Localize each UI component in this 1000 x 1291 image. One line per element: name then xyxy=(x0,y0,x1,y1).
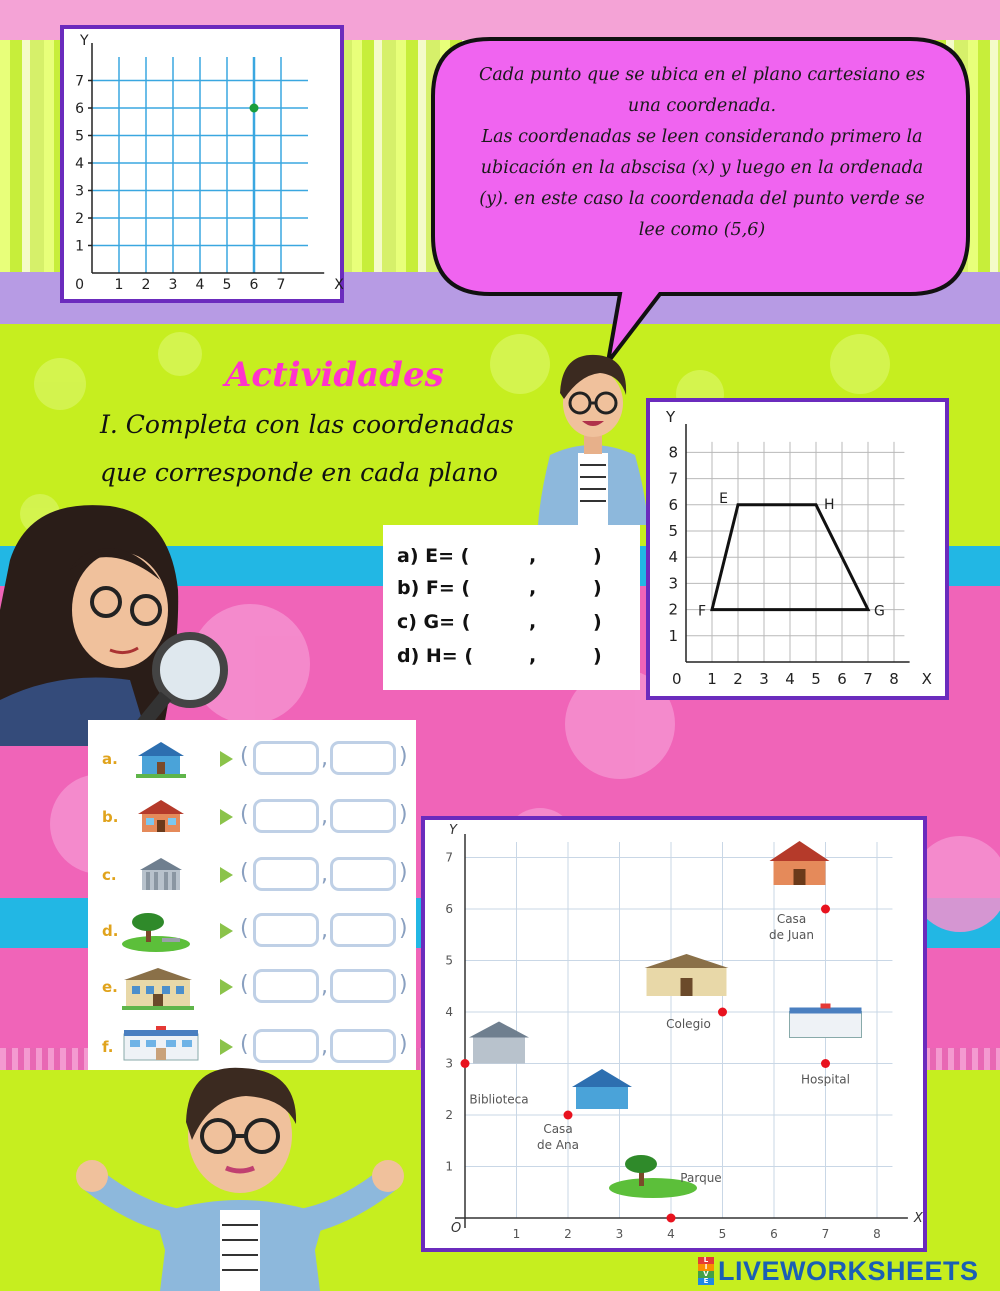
answer-box xyxy=(383,525,640,690)
vertex-label-f: F xyxy=(697,603,706,620)
y-axis-label: Y xyxy=(80,33,89,49)
place-point xyxy=(461,1059,470,1068)
answer-input-g-x[interactable] xyxy=(469,609,513,633)
building-row xyxy=(88,796,416,840)
speech-line: (y). en este caso la coordenada del punto verde se xyxy=(479,189,925,209)
x-tick-label: 5 xyxy=(222,277,232,293)
y-tick-label: 1 xyxy=(75,238,84,255)
vertex-label-e: E xyxy=(719,490,728,507)
answer-close: ) xyxy=(593,645,602,667)
answer-input-e-y[interactable] xyxy=(529,543,573,567)
y-tick-label: 1 xyxy=(668,626,678,645)
answer-input-f-y[interactable] xyxy=(529,575,573,599)
x-tick-label: 2 xyxy=(564,1227,572,1241)
graph3-svg xyxy=(425,820,923,1248)
y-tick-label: 3 xyxy=(75,183,84,200)
coordinate-y-input[interactable] xyxy=(330,741,396,775)
building-row xyxy=(88,966,416,1010)
coordinate-x-input[interactable] xyxy=(253,799,319,833)
answer-label: c) G= ( xyxy=(397,611,471,633)
origin-label: O xyxy=(451,1221,462,1236)
answer-input-f-x[interactable] xyxy=(469,575,513,599)
graph3-panel xyxy=(421,816,927,1252)
graph2-panel xyxy=(646,398,949,700)
answer-comma: , xyxy=(529,545,537,567)
comma: , xyxy=(321,918,328,943)
house-blue-icon xyxy=(132,738,190,784)
close-paren: ) xyxy=(399,1032,408,1057)
answer-row-e xyxy=(397,545,602,567)
activities-title: Actividades xyxy=(225,355,444,395)
play-arrow-icon xyxy=(220,809,233,825)
open-paren: ( xyxy=(240,860,249,885)
y-tick-label: 4 xyxy=(445,1005,453,1019)
y-tick-label: 6 xyxy=(668,495,678,514)
y-tick-label: 6 xyxy=(75,101,84,117)
badge-letter: I xyxy=(698,1264,714,1271)
brand-text: LIVEWORKSHEETS xyxy=(718,1255,979,1286)
x-tick-label: 8 xyxy=(889,670,899,688)
park-icon xyxy=(120,910,192,956)
answer-comma: , xyxy=(529,611,537,633)
comma: , xyxy=(321,862,328,887)
badge-letter: L xyxy=(698,1257,714,1264)
answer-comma: , xyxy=(529,577,537,599)
y-tick-label: 3 xyxy=(668,574,678,593)
place-icon-hospital xyxy=(790,1004,862,1038)
y-tick-label: 4 xyxy=(75,156,84,172)
answer-input-g-y[interactable] xyxy=(529,609,573,633)
y-tick-label: 5 xyxy=(75,128,84,145)
close-paren: ) xyxy=(399,860,408,885)
y-tick-label: 5 xyxy=(445,953,453,968)
x-axis-label: X xyxy=(921,670,932,688)
x-tick-label: 1 xyxy=(512,1227,521,1241)
vertex-label-h: H xyxy=(824,496,835,513)
building-row xyxy=(88,854,416,898)
speech-line: Las coordenadas se leen considerando primero la xyxy=(481,127,923,147)
answer-row-g xyxy=(397,611,602,633)
place-label: Casa xyxy=(776,912,807,926)
live-badge xyxy=(698,1257,714,1285)
x-tick-label: 4 xyxy=(195,277,205,293)
origin-label: 0 xyxy=(672,670,682,688)
comma: , xyxy=(321,804,328,829)
coordinate-y-input[interactable] xyxy=(330,969,396,1003)
speech-line: ubicación en la abscisa (x) y luego en la ordenada xyxy=(480,158,924,178)
x-tick-label: 4 xyxy=(667,1227,675,1241)
speech-line: Cada punto que se ubica en el plano cartesiano es xyxy=(478,65,926,85)
y-tick-label: 3 xyxy=(445,1056,453,1071)
comma: , xyxy=(321,1034,328,1059)
row-letter: e. xyxy=(102,978,118,996)
place-label: de Juan xyxy=(769,928,814,942)
x-tick-label: 7 xyxy=(276,277,286,293)
teacher-avatar-pointing xyxy=(530,335,655,525)
y-axis-label: Y xyxy=(449,823,457,838)
close-paren: ) xyxy=(399,802,408,827)
play-arrow-icon xyxy=(220,979,233,995)
x-tick-label: 1 xyxy=(114,277,124,293)
place-label: Hospital xyxy=(801,1072,850,1087)
coordinate-y-input[interactable] xyxy=(330,857,396,891)
open-paren: ( xyxy=(240,802,249,827)
row-letter: f. xyxy=(102,1038,114,1056)
student-avatar-magnifier xyxy=(0,500,240,746)
speech-line: una coordenada. xyxy=(627,96,777,116)
x-tick-label: 8 xyxy=(873,1227,881,1241)
y-tick-label: 7 xyxy=(668,469,678,488)
open-paren: ( xyxy=(240,972,249,997)
row-letter: a. xyxy=(102,750,118,768)
answer-label: d) H= ( xyxy=(397,645,474,667)
speech-text xyxy=(452,60,952,246)
y-tick-label: 2 xyxy=(445,1108,453,1122)
close-paren: ) xyxy=(399,916,408,941)
open-paren: ( xyxy=(240,916,249,941)
open-paren: ( xyxy=(240,1032,249,1057)
house-red-icon xyxy=(132,796,190,842)
comma: , xyxy=(321,974,328,999)
place-label: de Ana xyxy=(537,1138,579,1152)
x-tick-label: 2 xyxy=(141,277,151,293)
place-point xyxy=(718,1008,727,1017)
place-label: Parque xyxy=(680,1171,722,1185)
x-tick-label: 3 xyxy=(615,1227,624,1241)
building-rows-panel xyxy=(88,720,416,1070)
building-row xyxy=(88,910,416,954)
play-arrow-icon xyxy=(220,1039,233,1055)
building-row xyxy=(88,738,416,782)
x-tick-label: 6 xyxy=(837,670,847,688)
graph1-panel xyxy=(60,25,344,303)
place-label: Biblioteca xyxy=(469,1092,529,1107)
row-letter: d. xyxy=(102,922,119,940)
answer-close: ) xyxy=(593,577,602,599)
coordinate-y-input[interactable] xyxy=(330,913,396,947)
open-paren: ( xyxy=(240,744,249,769)
place-icon-casa-de-ana xyxy=(572,1069,632,1109)
library-icon xyxy=(132,854,190,900)
coordinate-x-input[interactable] xyxy=(253,741,319,775)
place-point xyxy=(821,905,830,914)
badge-letter: E xyxy=(698,1278,714,1285)
coordinate-x-input[interactable] xyxy=(253,1029,319,1063)
y-tick-label: 2 xyxy=(668,600,678,619)
close-paren: ) xyxy=(399,744,408,769)
place-label: Casa xyxy=(543,1122,573,1136)
place-point xyxy=(667,1214,676,1223)
answer-close: ) xyxy=(593,611,602,633)
close-paren: ) xyxy=(399,972,408,997)
answer-input-h-y[interactable] xyxy=(529,643,573,667)
answer-comma: , xyxy=(529,645,537,667)
place-point xyxy=(564,1111,573,1120)
y-tick-label: 7 xyxy=(75,73,84,90)
play-arrow-icon xyxy=(220,867,233,883)
play-arrow-icon xyxy=(220,923,233,939)
answer-row-f xyxy=(397,577,602,599)
place-icon-casa-de-juan xyxy=(770,841,830,885)
instruction-line-1: I. Completa con las coordenadas xyxy=(100,410,514,439)
x-tick-label: 6 xyxy=(770,1227,778,1241)
badge-letter: V xyxy=(698,1271,714,1278)
graph2-svg xyxy=(650,402,945,696)
y-tick-label: 2 xyxy=(75,211,84,227)
y-tick-label: 4 xyxy=(668,548,678,567)
x-tick-label: 2 xyxy=(733,670,743,688)
place-point xyxy=(821,1059,830,1068)
place-icon-biblioteca xyxy=(469,1022,529,1064)
row-letter: c. xyxy=(102,866,117,884)
coordinate-x-input[interactable] xyxy=(253,857,319,891)
teacher-avatar-shrug xyxy=(70,1060,410,1291)
answer-label: b) F= ( xyxy=(397,577,471,599)
row-letter: b. xyxy=(102,808,119,826)
answer-label: a) E= ( xyxy=(397,545,470,567)
speech-line: lee como (5,6) xyxy=(638,220,766,240)
place-label: Colegio xyxy=(666,1017,711,1031)
y-tick-label: 7 xyxy=(445,850,453,865)
origin-label: 0 xyxy=(75,277,84,293)
liveworksheets-logo xyxy=(698,1256,979,1286)
green-point xyxy=(250,104,259,113)
y-tick-label: 5 xyxy=(668,522,678,540)
x-tick-label: 5 xyxy=(718,1227,727,1241)
answer-input-e-x[interactable] xyxy=(469,543,513,567)
coordinate-y-input[interactable] xyxy=(330,799,396,833)
school-icon xyxy=(120,966,196,1016)
x-tick-label: 6 xyxy=(249,277,259,293)
y-tick-label: 8 xyxy=(668,443,678,462)
x-tick-label: 4 xyxy=(785,670,795,688)
coordinate-x-input[interactable] xyxy=(253,913,319,947)
coordinate-y-input[interactable] xyxy=(330,1029,396,1063)
comma: , xyxy=(321,746,328,771)
y-tick-label: 1 xyxy=(445,1159,453,1174)
vertex-label-g: G xyxy=(874,603,885,620)
y-axis-label: Y xyxy=(666,408,676,426)
answer-row-h xyxy=(397,645,602,667)
answer-close: ) xyxy=(593,545,602,567)
instruction-line-2: que corresponde en cada plano xyxy=(100,458,498,487)
x-tick-label: 3 xyxy=(168,277,178,293)
y-tick-label: 6 xyxy=(445,902,453,916)
x-axis-label: X xyxy=(913,1211,923,1226)
x-tick-label: 3 xyxy=(759,670,769,688)
answer-input-h-x[interactable] xyxy=(469,643,513,667)
play-arrow-icon xyxy=(220,751,233,767)
x-tick-label: 1 xyxy=(707,670,717,688)
coordinate-x-input[interactable] xyxy=(253,969,319,1003)
x-tick-label: 5 xyxy=(811,670,821,688)
x-axis-label: X xyxy=(334,277,344,293)
x-tick-label: 7 xyxy=(863,670,873,688)
x-tick-label: 7 xyxy=(821,1227,830,1241)
graph1-svg xyxy=(64,29,344,299)
